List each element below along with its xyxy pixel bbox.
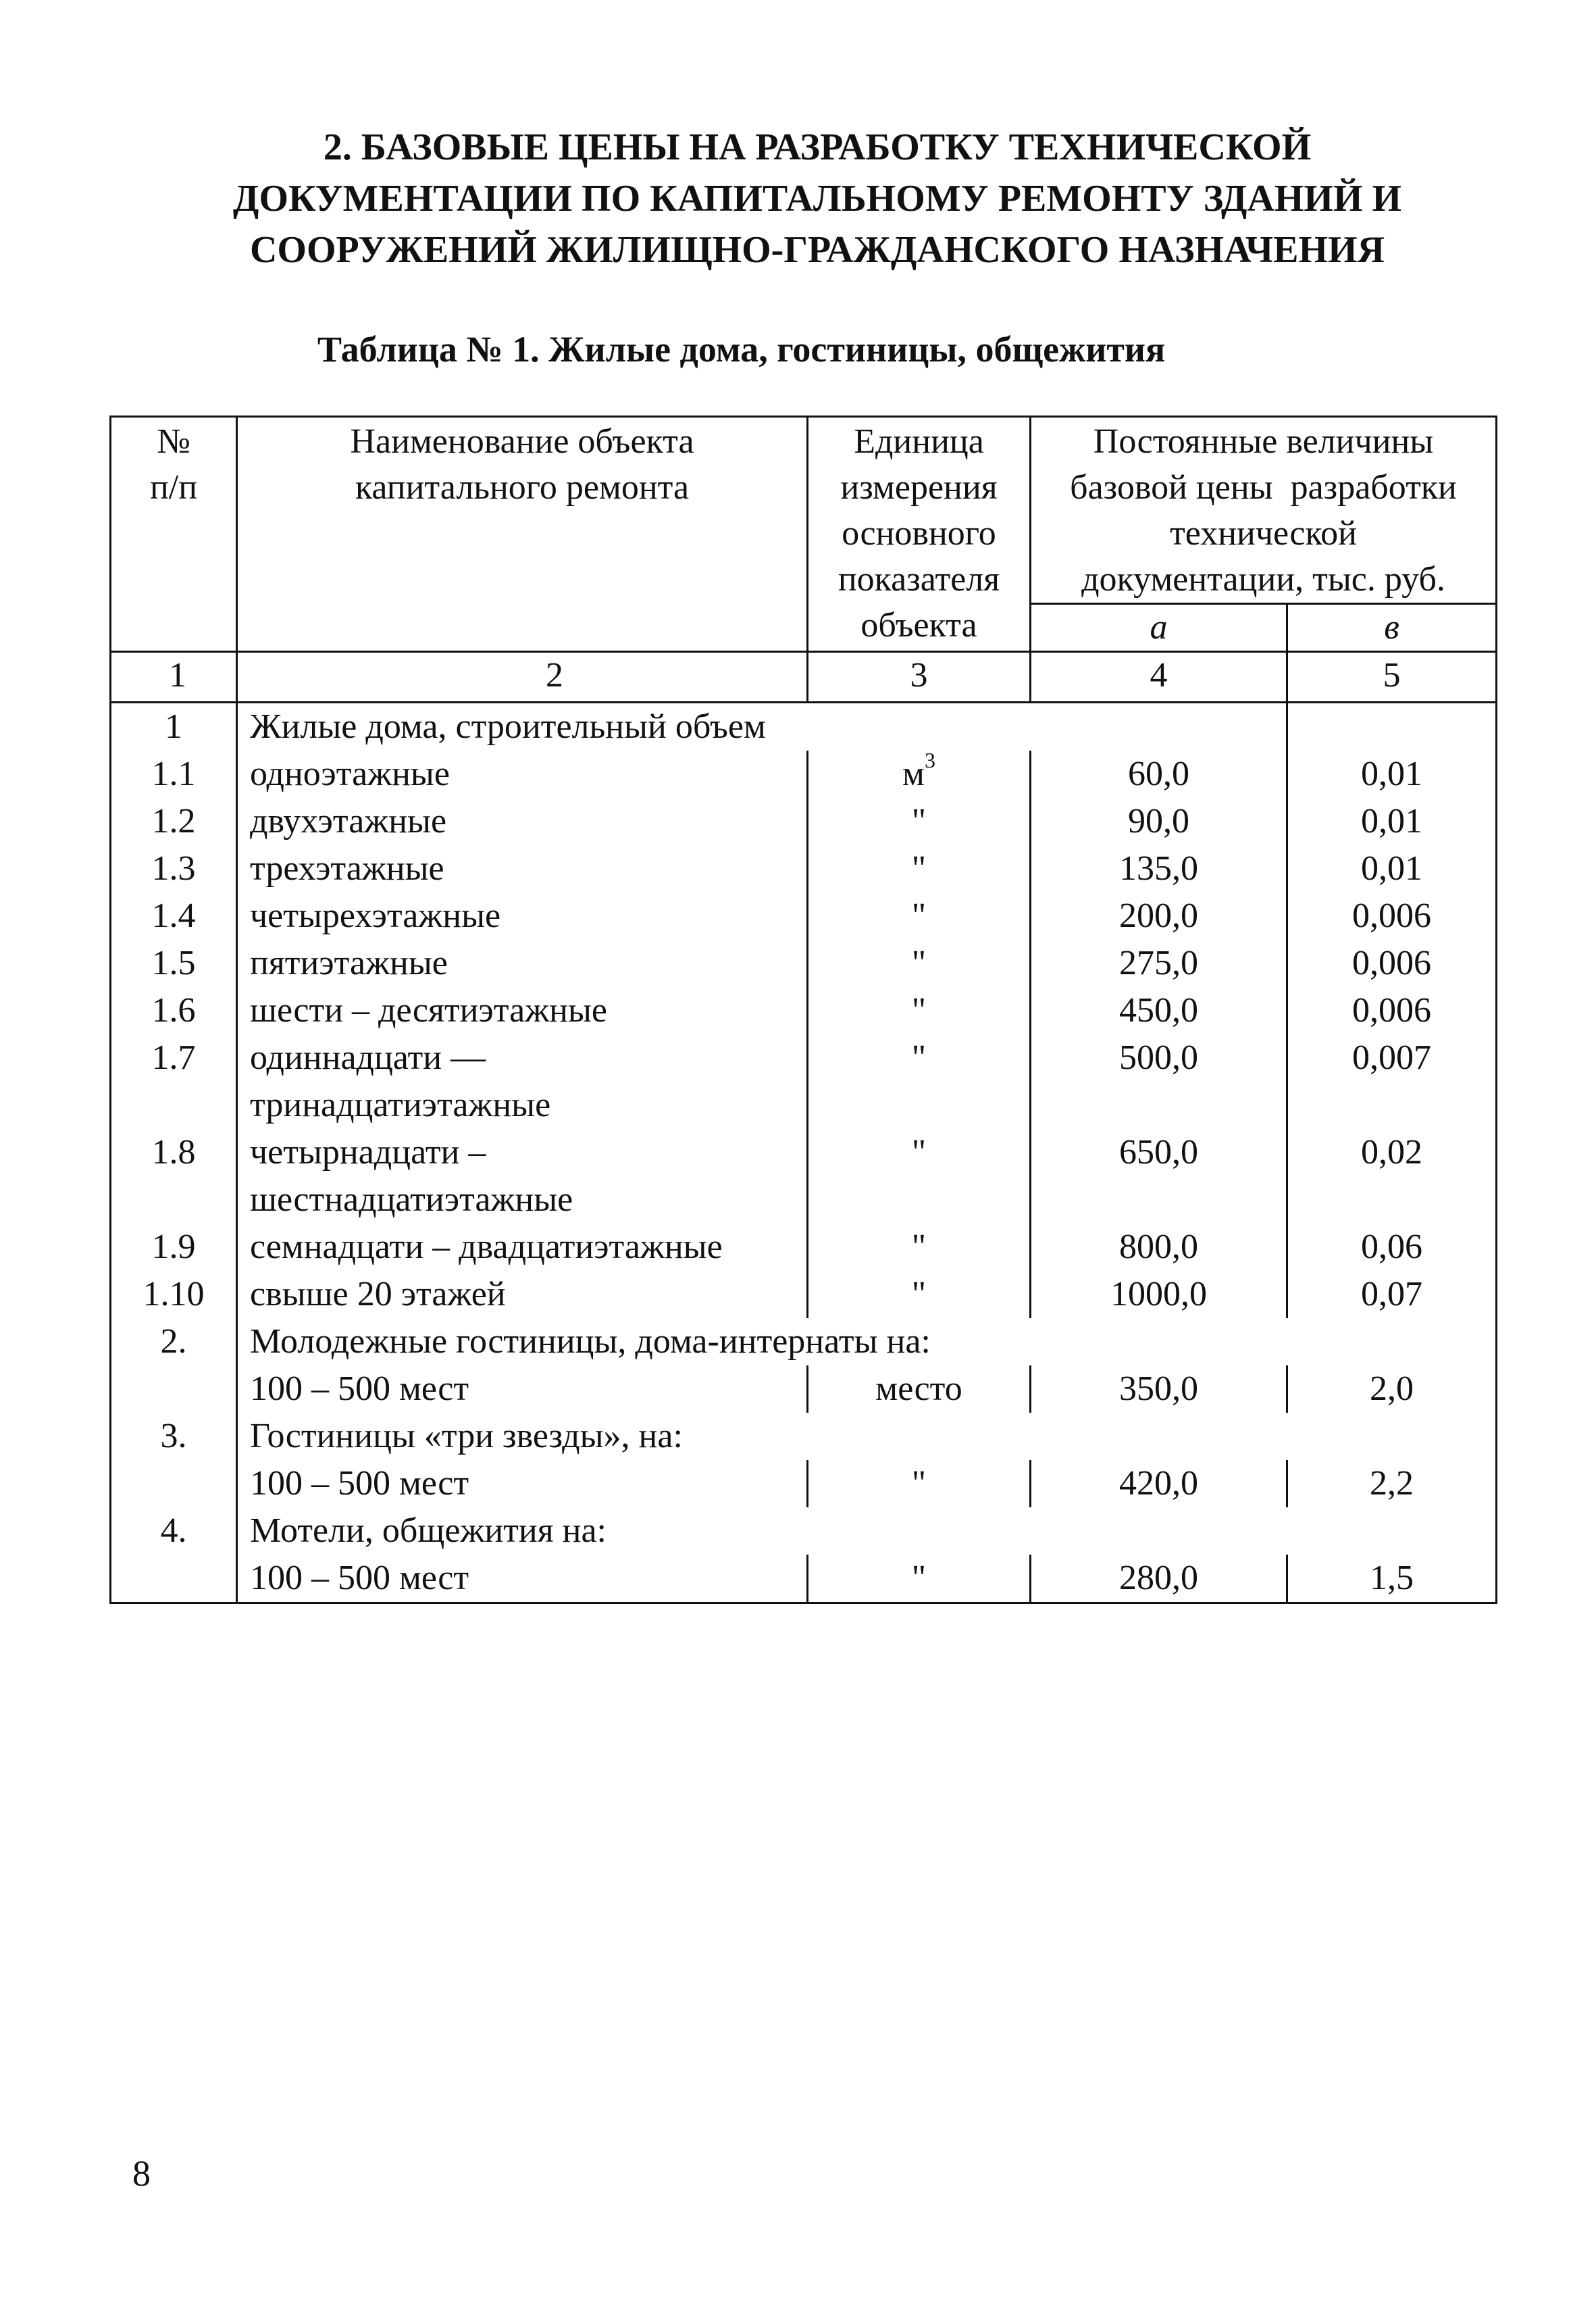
row-name: Жилые дома, строительный объем	[237, 703, 1031, 751]
header-base-price	[1031, 417, 1497, 604]
header-unit	[808, 417, 1031, 652]
row-value-b: 0,01	[1287, 798, 1497, 845]
row-name-cell	[237, 1034, 808, 1129]
row-value-a: 200,0	[1031, 892, 1287, 940]
page-number: 8	[132, 2153, 151, 2194]
header-object-name	[237, 417, 808, 652]
column-number-row	[111, 652, 1497, 703]
header-base-price-line2: базовой цены разработки	[1070, 468, 1457, 507]
row-number: 2.	[111, 1318, 237, 1365]
row-value-b: 0,06	[1287, 1224, 1497, 1271]
table-row	[111, 751, 1497, 798]
row-unit: "	[808, 1224, 1031, 1271]
row-value-a: 350,0	[1031, 1365, 1287, 1413]
price-table	[109, 416, 1497, 1604]
row-number: 1.3	[111, 845, 237, 892]
row-value-a: 800,0	[1031, 1224, 1287, 1271]
header-unit-line2: измерения	[840, 468, 998, 507]
header-base-price-line3: технической	[1170, 514, 1357, 553]
row-number: 1.7	[111, 1034, 237, 1129]
row-number	[111, 1555, 237, 1603]
row-number: 1.2	[111, 798, 237, 845]
header-unit-line4: показателя	[838, 560, 1000, 599]
row-value-a: 420,0	[1031, 1460, 1287, 1507]
row-value-a: 650,0	[1031, 1129, 1287, 1224]
row-number: 3.	[111, 1413, 237, 1460]
table-row	[111, 1555, 1497, 1603]
row-name: 100 – 500 мест	[237, 1555, 808, 1603]
row-unit: "	[808, 845, 1031, 892]
column-number-4: 4	[1031, 652, 1287, 703]
heading-line-1: 2. БАЗОВЫЕ ЦЕНЫ НА РАЗРАБОТКУ ТЕХНИЧЕСКОЙ	[323, 126, 1312, 168]
row-name: шести – десятиэтажные	[237, 987, 808, 1034]
row-unit: "	[808, 1129, 1031, 1224]
row-unit: "	[808, 1555, 1031, 1603]
row-name-continued: тринадцатиэтажные	[250, 1086, 551, 1124]
row-value-b	[1287, 703, 1497, 751]
row-name: четырнадцати –	[250, 1133, 486, 1172]
row-number: 1.6	[111, 987, 237, 1034]
row-value-b: 1,5	[1287, 1555, 1497, 1603]
header-base-price-line1: Постоянные величины	[1093, 422, 1434, 461]
column-number-2: 2	[237, 652, 808, 703]
row-name: пятиэтажные	[237, 940, 808, 987]
row-value-a: 90,0	[1031, 798, 1287, 845]
row-number	[111, 1365, 237, 1413]
row-name: Мотели, общежития на:	[237, 1507, 1497, 1555]
column-number-1: 1	[111, 652, 237, 703]
header-base-price-line4: документации, тыс. руб.	[1081, 560, 1445, 599]
row-value-a: 1000,0	[1031, 1271, 1287, 1318]
column-number-3: 3	[808, 652, 1031, 703]
row-name: двухэтажные	[237, 798, 808, 845]
header-object-name-line1: Наименование объекта	[350, 422, 694, 461]
row-unit: "	[808, 940, 1031, 987]
table-row	[111, 1365, 1497, 1413]
row-unit: "	[808, 987, 1031, 1034]
table-row	[111, 1318, 1497, 1365]
row-number: 1.4	[111, 892, 237, 940]
row-name: 100 – 500 мест	[237, 1460, 808, 1507]
row-value-b: 0,02	[1287, 1129, 1497, 1224]
row-value-b: 0,01	[1287, 845, 1497, 892]
header-unit-line3: основного	[842, 514, 996, 553]
row-value-a: 135,0	[1031, 845, 1287, 892]
header-sub-a: а	[1031, 604, 1287, 652]
row-number: 1.5	[111, 940, 237, 987]
row-number: 1	[111, 703, 237, 751]
table-row	[111, 845, 1497, 892]
table-row	[111, 798, 1497, 845]
table-row	[111, 987, 1497, 1034]
row-value-a: 500,0	[1031, 1034, 1287, 1129]
row-value-b: 0,006	[1287, 892, 1497, 940]
row-value-a: 60,0	[1031, 751, 1287, 798]
table-row	[111, 1129, 1497, 1224]
row-name: 100 – 500 мест	[237, 1365, 808, 1413]
header-number-line1: №	[157, 422, 190, 461]
row-number	[111, 1460, 237, 1507]
row-unit-superscript: 3	[924, 747, 935, 772]
row-value-b: 0,006	[1287, 987, 1497, 1034]
row-name: одиннадцати —	[250, 1038, 486, 1077]
row-unit: "	[808, 1460, 1031, 1507]
header-number	[111, 417, 237, 652]
row-value-b: 0,007	[1287, 1034, 1497, 1129]
row-name: Молодежные гостиницы, дома-интернаты на:	[237, 1318, 1497, 1365]
row-name: семнадцати – двадцатиэтажные	[237, 1224, 808, 1271]
header-object-name-line2: капитального ремонта	[355, 468, 690, 507]
heading-line-3: СООРУЖЕНИЙ ЖИЛИЩНО-ГРАЖДАНСКОГО НАЗНАЧЕНИЯ	[249, 229, 1385, 271]
row-name-cell	[237, 1129, 808, 1224]
header-unit-line1: Единица	[854, 422, 984, 461]
table-caption: Таблица № 1. Жилые дома, гостиницы, общежития	[317, 329, 1166, 370]
table-row	[111, 892, 1497, 940]
row-unit: "	[808, 1271, 1031, 1318]
row-value-a	[1031, 703, 1287, 751]
row-value-b: 0,07	[1287, 1271, 1497, 1318]
row-name-continued: шестнадцатиэтажные	[250, 1180, 573, 1219]
table-row	[111, 1507, 1497, 1555]
row-unit: место	[808, 1365, 1031, 1413]
row-value-a: 450,0	[1031, 987, 1287, 1034]
row-unit: "	[808, 798, 1031, 845]
row-value-b: 2,0	[1287, 1365, 1497, 1413]
table-row	[111, 1034, 1497, 1129]
row-value-b: 0,006	[1287, 940, 1497, 987]
header-unit-line5: объекта	[860, 606, 977, 645]
table-row	[111, 1224, 1497, 1271]
heading-line-2: ДОКУМЕНТАЦИИ ПО КАПИТАЛЬНОМУ РЕМОНТУ ЗДАНИЙ И	[232, 178, 1402, 220]
row-number: 1.1	[111, 751, 237, 798]
row-unit	[808, 747, 1031, 798]
row-unit: "	[808, 892, 1031, 940]
row-unit: "	[808, 1034, 1031, 1129]
header-number-line2: п/п	[149, 468, 198, 507]
table-row	[111, 1413, 1497, 1460]
row-value-a: 280,0	[1031, 1555, 1287, 1603]
row-name: свыше 20 этажей	[237, 1271, 808, 1318]
row-unit-text: м	[902, 755, 925, 793]
row-number: 1.9	[111, 1224, 237, 1271]
row-value-b: 2,2	[1287, 1460, 1497, 1507]
column-number-5: 5	[1287, 652, 1497, 703]
header-sub-b: в	[1287, 604, 1497, 652]
table-row	[111, 703, 1497, 751]
row-value-a: 275,0	[1031, 940, 1287, 987]
row-name: четырехэтажные	[237, 892, 808, 940]
section-heading	[108, 122, 1526, 276]
row-number: 1.10	[111, 1271, 237, 1318]
table-row	[111, 1271, 1497, 1318]
row-name: Гостиницы «три звезды», на:	[237, 1413, 1497, 1460]
row-number: 4.	[111, 1507, 237, 1555]
row-number: 1.8	[111, 1129, 237, 1224]
table-row	[111, 1460, 1497, 1507]
row-value-b: 0,01	[1287, 751, 1497, 798]
row-name: трехэтажные	[237, 845, 808, 892]
table-row	[111, 940, 1497, 987]
row-name: одноэтажные	[237, 751, 808, 798]
